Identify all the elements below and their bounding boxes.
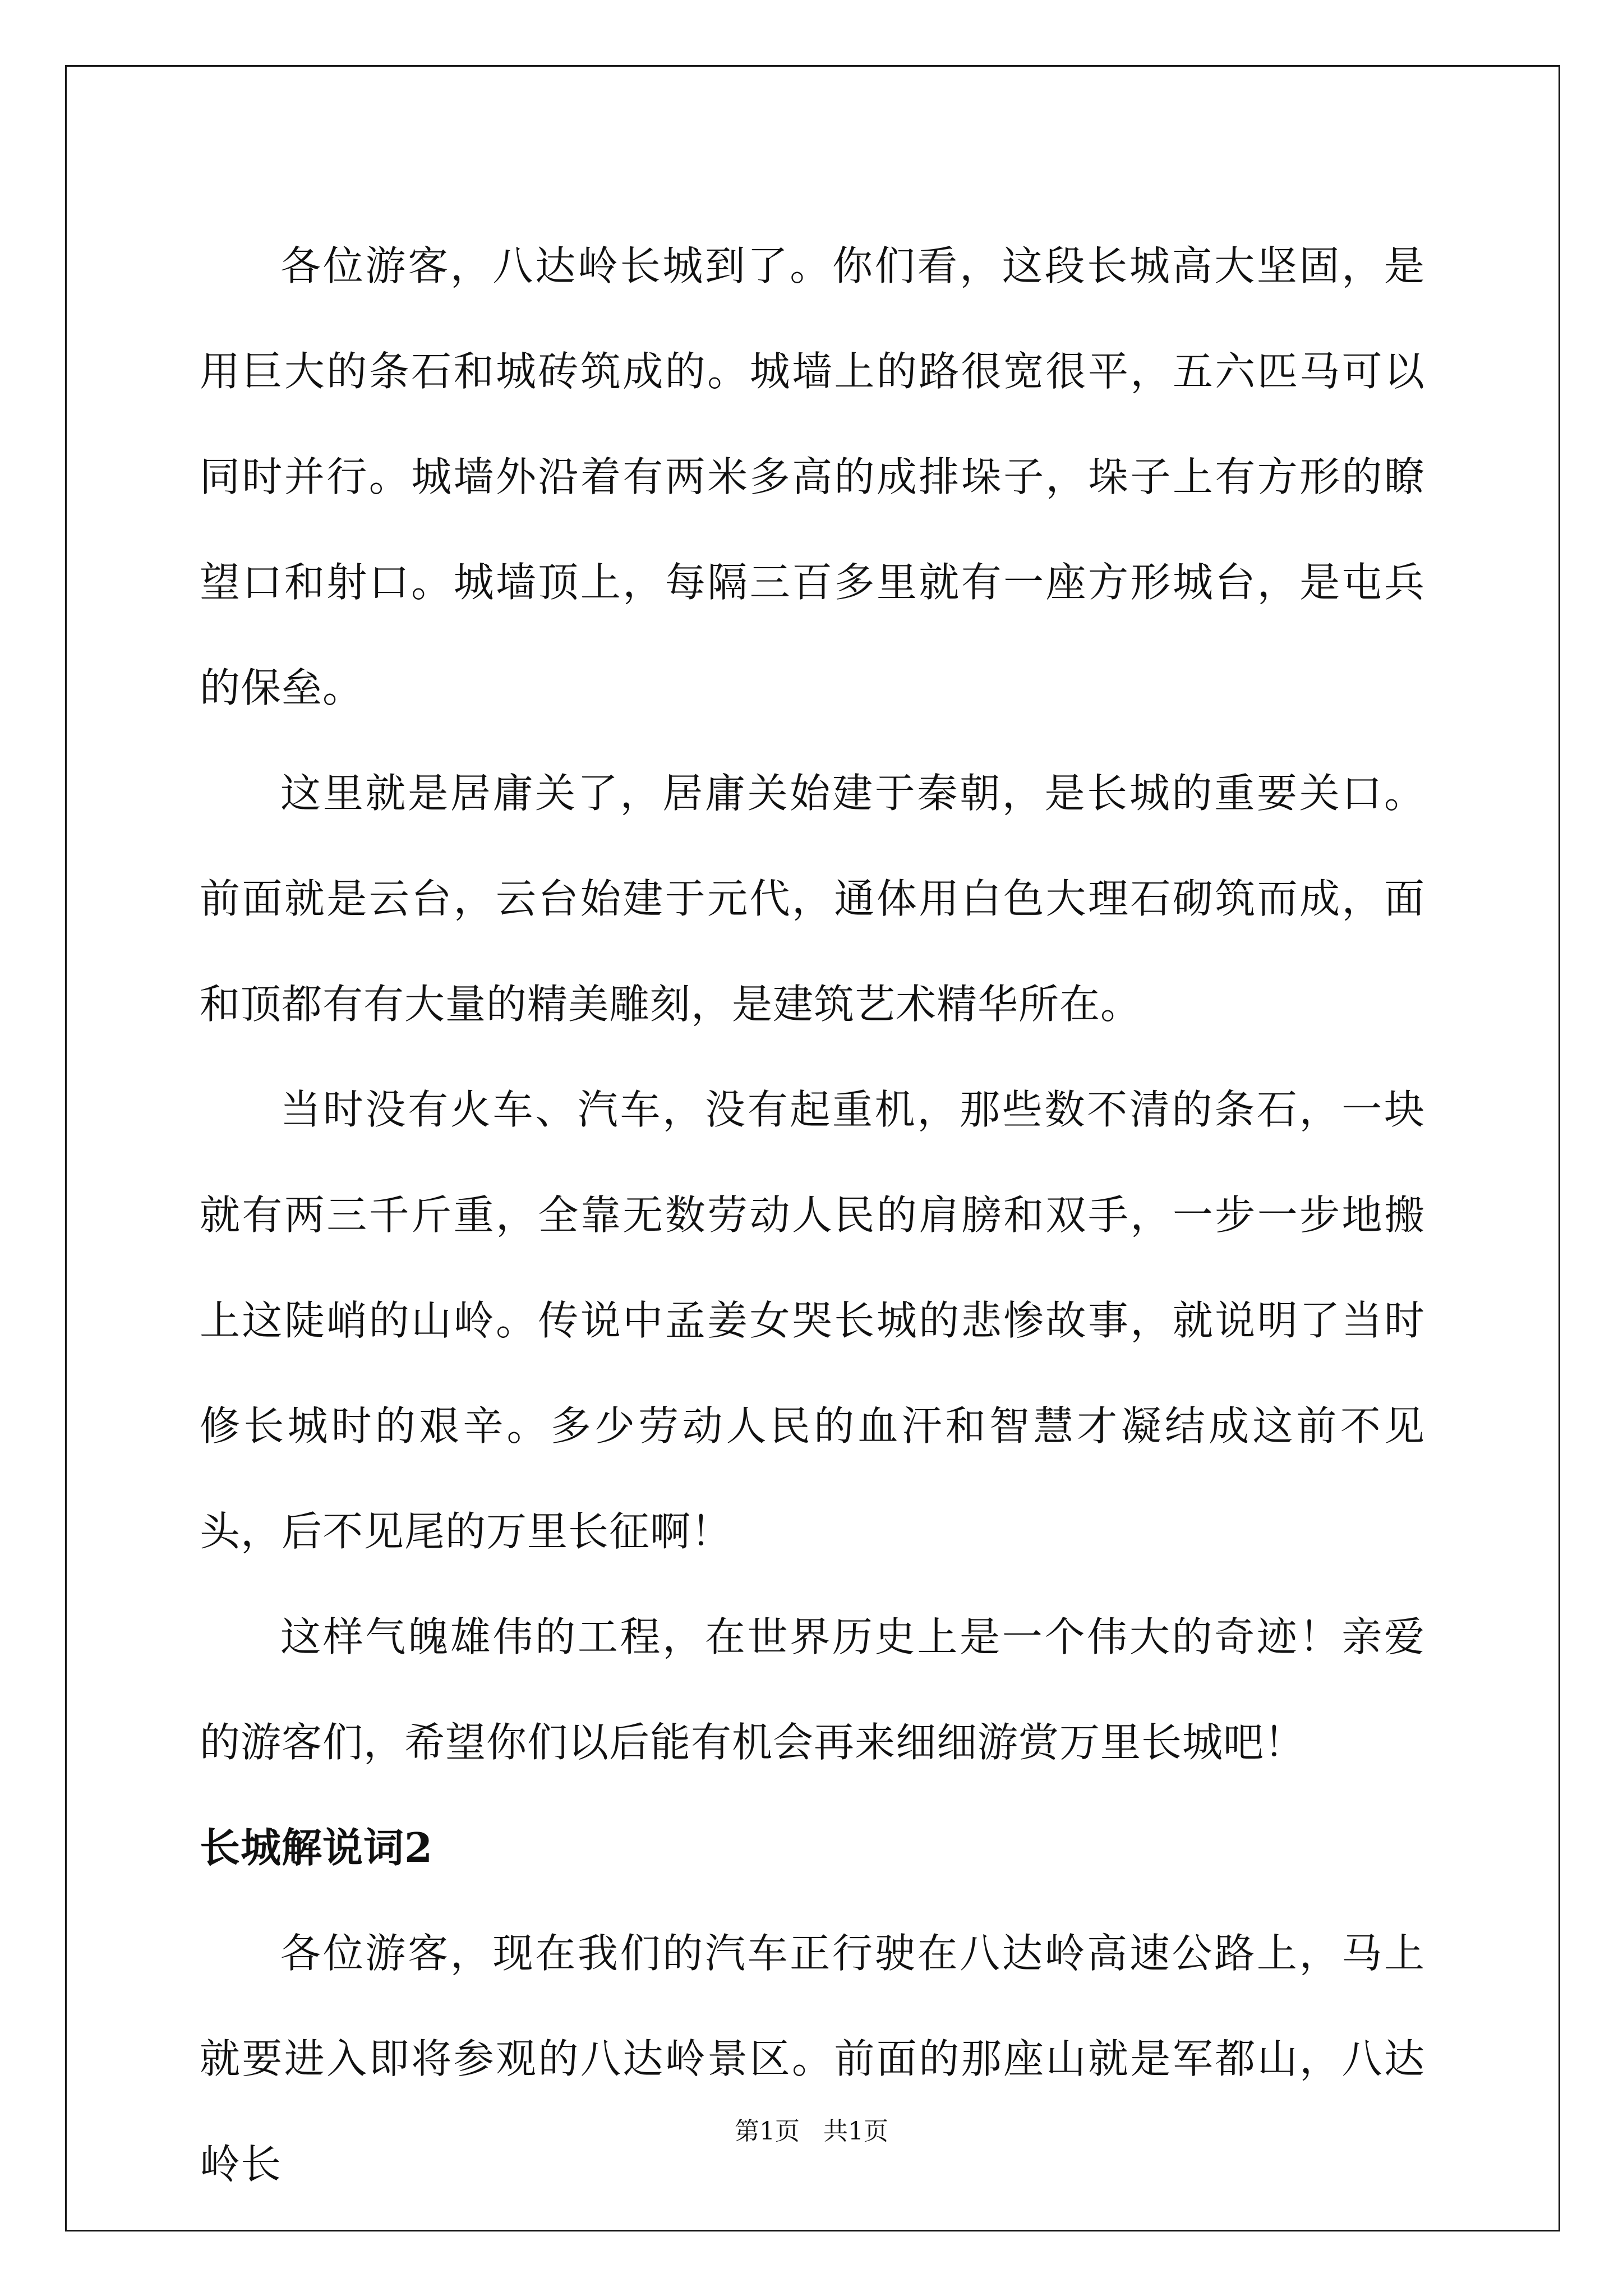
- page-footer: [0, 2115, 1623, 2148]
- document-body: [200, 213, 1425, 2217]
- paragraph-4: 这样气魄雄伟的工程，在世界历史上是一个伟大的奇迹！亲爱的游客们，希望你们以后能有机会再来细细游赏万里长城吧！: [200, 1613, 1425, 1766]
- page-number: 第1页: [735, 2117, 800, 2146]
- section-title: 长城解说词2: [200, 1824, 434, 1871]
- paragraph-2: 这里就是居庸关了，居庸关始建于秦朝，是长城的重要关口。前面就是云台，云台始建于元代，通体用白色大理石砌筑而成，面和顶都有有大量的精美雕刻，是建筑艺术精华所在。: [200, 770, 1425, 1028]
- paragraph-3: 当时没有火车、汽车，没有起重机，那些数不清的条石，一块就有两三千斤重，全靠无数劳动人民的肩膀和双手，一步一步地搬上这陡峭的山岭。传说中孟姜女哭长城的悲惨故事，就说明了当时修长城时的艰辛。多少劳动人民的血汗和智慧才凝结成这前不见头，后不见尾的万里长征啊！: [200, 1086, 1425, 1555]
- paragraph-1: 各位游客，八达岭长城到了。你们看，这段长城高大坚固，是用巨大的条石和城砖筑成的。城墙上的路很宽很平，五六匹马可以同时并行。城墙外沿着有两米多高的成排垛子，垛子上有方形的瞭望口和射口。城墙顶上，每隔三百多里就有一座方形城台，是屯兵的保垒。: [200, 242, 1425, 711]
- paragraph-5: 各位游客，现在我们的汽车正行驶在八达岭高速公路上，马上就要进入即将参观的八达岭景区。前面的那座山就是军都山，八达岭长: [200, 1930, 1425, 2188]
- page-total: 共1页: [823, 2117, 888, 2146]
